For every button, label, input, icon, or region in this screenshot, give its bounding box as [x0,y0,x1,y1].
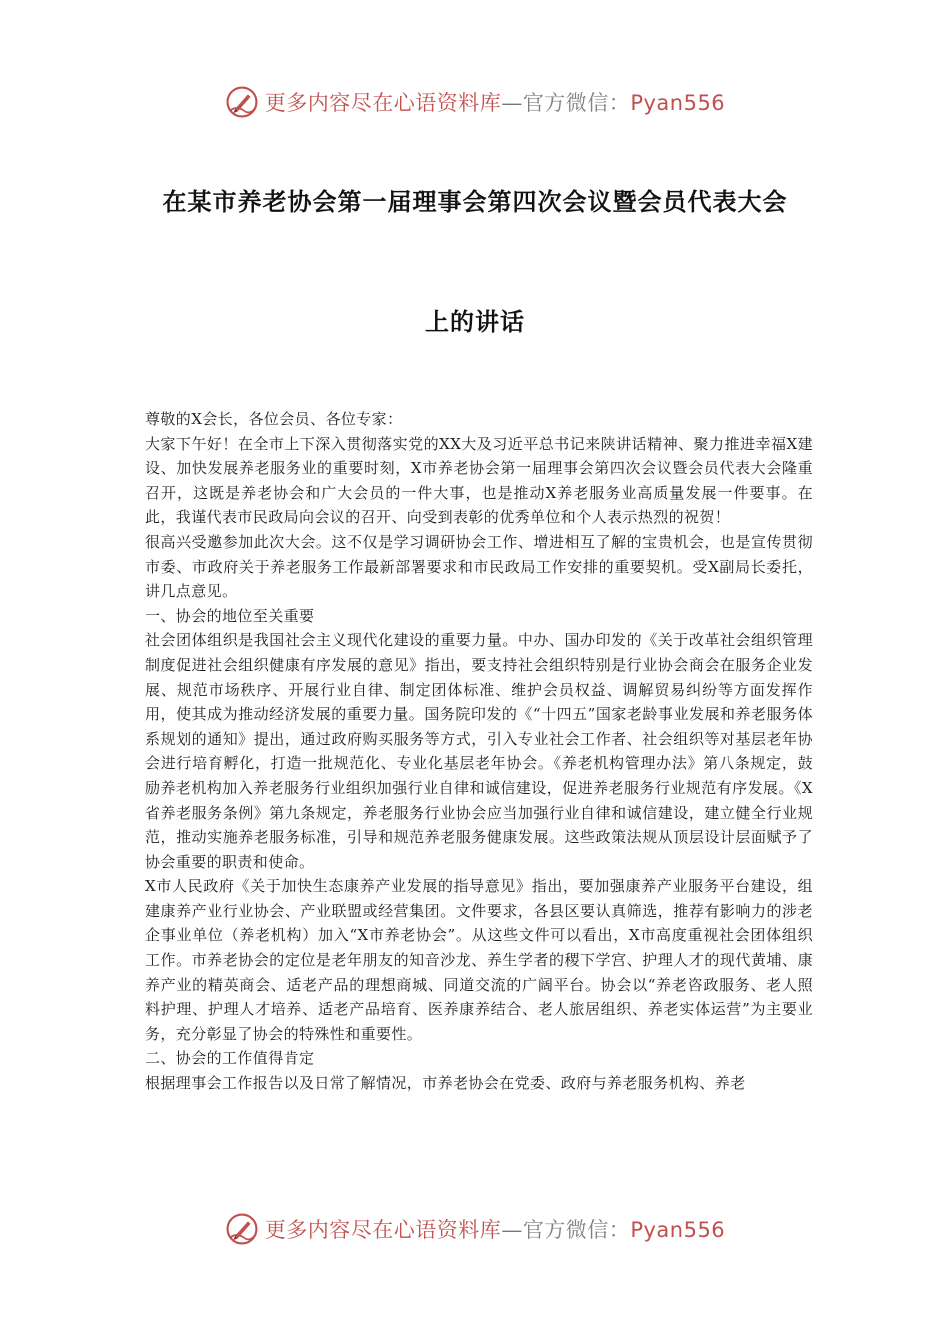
paragraph: 大家下午好！在全市上下深入贯彻落实党的XX大及习近平总书记来陕讲话精神、聚力推进幸福X建设、加快发展养老服务业的重要时刻，X市养老协会第一届理事会第四次会议暨会员代表大会隆重召开，这既是养老协会和广大会员的一件大事，也是推动X养老服务业高质量发展一件要事。在此，我谨代表市民政局向会议的召开、向受到表彰的优秀单位和个人表示热烈的祝贺！ [145,434,813,527]
section-heading: 一、协会的地位至关重要 [145,606,315,625]
salutation: 尊敬的X会长，各位会员、各位专家： [145,410,403,428]
paragraph: 根据理事会工作报告以及日常了解情况，市养老协会在党委、政府与养老服务机构、养老 [145,1074,746,1093]
watermark-text [265,1214,725,1244]
watermark-dash: — [501,91,523,115]
document-body [145,407,813,1096]
watermark-wechat-id: Pyan556 [630,91,726,115]
paragraph: X市人民政府《关于加快生态康养产业发展的指导意见》指出，要加强康养产业服务平台建设，组建康养产业行业协会、产业联盟或经营集团。文件要求，各县区要认真筛选，推荐有影响力的涉老企事业单位（养老机构）加入“X市养老协会”。从这些文件可以看出，X市高度重视社会团体组织工作。市养老协会的定位是老年朋友的知音沙龙、养生学者的稷下学宫、护理人才的现代黄埔、康养产业的精英商会、适老产品的理想商城、同道交流的广阔平台。协会以“养老咨政服务、老人照料护理、护理人才培养、适老产品培育、医养康养结合、老人旅居组织、养老实体运营”为主要业务，充分彰显了协会的特殊性和重要性。 [145,877,813,1043]
watermark-wechat-label: 官方微信： [522,91,631,115]
watermark-wechat-id: Pyan556 [630,1218,726,1242]
paragraph: 很高兴受邀参加此次大会。这不仅是学习调研协会工作、增进相互了解的宝贵机会，也是宣传贯彻市委、市政府关于养老服务工作最新部署要求和市民政局工作安排的重要契机。受X副局长委托，讲几点意见。 [145,532,813,601]
watermark-header [0,82,950,122]
section-heading: 二、协会的工作值得肯定 [145,1049,315,1068]
watermark-text [265,87,725,117]
paragraph: 社会团体组织是我国社会主义现代化建设的重要力量。中办、国办印发的《关于改革社会组织管理制度促进社会组织健康有序发展的意见》指出，要支持社会组织特别是行业协会商会在服务企业发展、规范市场秩序、开展行业自律、制定团体标准、维护会员权益、调解贸易纠纷等方面发挥作用，使其成为推动经济发展的重要力量。国务院印发的《“十四五”国家老龄事业发展和养老服务体系规划的通知》提出，通过政府购买服务等方式，引入专业社会工作者、社会组织等对基层老年协会进行培育孵化，打造一批规范化、专业化基层老年协会。《养老机构管理办法》第八条规定，鼓励养老机构加入养老服务行业组织加强行业自律和诚信建设，促进养老服务行业规范有序发展。《X省养老服务条例》第九条规定，养老服务行业协会应当加强行业自律和诚信建设，建立健全行业规范，推动实施养老服务标准，引导和规范养老服务健康发展。这些政策法规从顶层设计层面赋予了协会重要的职责和使命。 [145,631,813,871]
watermark-main: 更多内容尽在心语资料库 [264,1218,502,1242]
document-title-line-1: 在某市养老协会第一届理事会第四次会议暨会员代表大会 [162,188,788,216]
watermark-wechat-label: 官方微信： [522,1218,631,1242]
document-title-line-2: 上的讲话 [425,308,525,336]
pen-circle-logo-icon [225,85,259,119]
pen-circle-logo-icon [225,1212,259,1246]
watermark-footer [0,1209,950,1249]
watermark-dash: — [501,1218,523,1242]
watermark-main: 更多内容尽在心语资料库 [264,91,502,115]
